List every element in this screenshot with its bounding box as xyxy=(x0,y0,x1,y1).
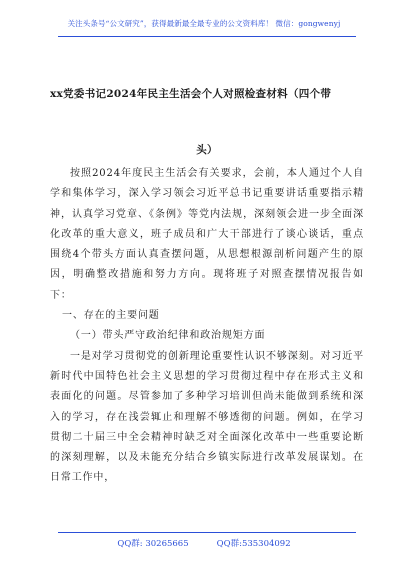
footer xyxy=(0,537,408,549)
document-title xyxy=(50,66,364,178)
title-line-2: 头） xyxy=(196,144,218,156)
document-body xyxy=(50,164,364,489)
section-heading: 一、存在的主要问题 xyxy=(62,310,160,322)
header-banner: 关注头条号“公文研究”，获得最新最全最专业的公文资料库！ 微信：gongwenyj xyxy=(67,19,341,28)
footer-qq-group-2: QQ群:535304092 xyxy=(216,539,291,549)
title-line-1: xx党委书记2024年民主生活会个人对照检查材料（四个带 xyxy=(50,88,332,100)
footer-divider xyxy=(58,532,356,533)
header-divider xyxy=(58,36,356,37)
intro-paragraph: 按照2024年度民主生活会有关要求，会前，本人通过个人自学和集体学习，深入学习领会习近平总书记重要讲话重要指示精神，认真学习党章、《条例》等党内法规，深刻领会进一步全面深化改革的重大意义，班子成员和广大干部进行了谈心谈话，重点围绕4个带头方面认真查摆问题，从思想根源剖析问题产生的原因，明确整改措施和努力方向。现将班子对照查摆情况报告如下： xyxy=(50,168,364,301)
subsection-heading: （一）带头严守政治纪律和政治规矩方面 xyxy=(70,330,266,342)
footer-qq-group-1: QQ群: 30265665 xyxy=(117,539,189,549)
body-paragraph: 一是对学习贯彻党的创新理论重要性认识不够深刻。对习近平新时代中国特色社会主义思想的学习贯彻过程中存在形式主义和表面化的问题。尽管参加了多种学习培训但尚未能做到系统和深入的学习，存在浅尝辄止和理解不够透彻的问题。例如，在学习贯彻二十届三中全会精神时缺乏对全面深化改革中一些重要论断的深刻理解，以及未能充分结合乡镇实际进行改革发展谋划。在日常工作中， xyxy=(50,350,364,484)
